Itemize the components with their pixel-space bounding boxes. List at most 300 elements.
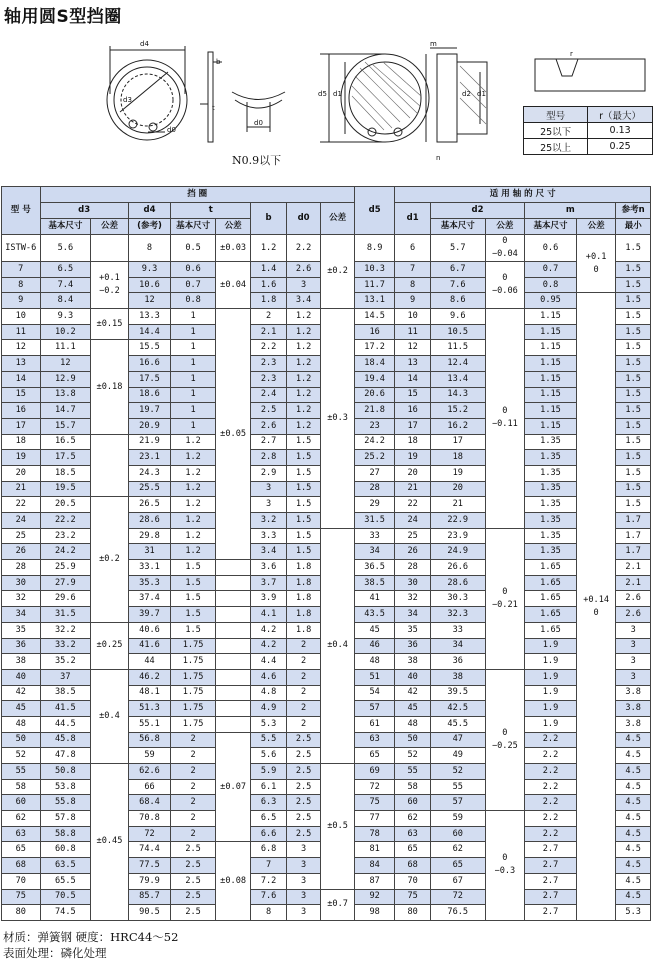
cell-d1: 28 [395, 560, 430, 576]
cell-d4: 24.3 [128, 465, 171, 481]
cell-d3: 12.9 [40, 371, 91, 387]
cell-t: 1.75 [171, 701, 216, 717]
cell-m: 2.7 [525, 905, 577, 921]
cell-d3: 38.5 [40, 685, 91, 701]
cell-d2: 16.2 [430, 418, 485, 434]
cell-refn: 3.8 [616, 716, 651, 732]
header-shaft: 适 用 轴 的 尺 寸 [395, 187, 651, 203]
cell-b: 2.3 [251, 371, 286, 387]
cell-d3-tol: ±0.25 [91, 622, 129, 669]
cell-d3: 50.8 [40, 764, 91, 780]
header-d3-tol: 公差 [91, 219, 129, 235]
cell-d2: 65 [430, 858, 485, 874]
cell-d4: 25.5 [128, 481, 171, 497]
cell-d1: 40 [395, 669, 430, 685]
cell-model: 36 [2, 638, 41, 654]
cell-m: 2.2 [525, 826, 577, 842]
cell-d2: 14.3 [430, 387, 485, 403]
cell-d0: 2.6 [286, 262, 320, 278]
cell-refn: 4.5 [616, 889, 651, 905]
cell-d5: 25.2 [354, 450, 395, 466]
cell-d1: 42 [395, 685, 430, 701]
cell-d2: 38 [430, 669, 485, 685]
cell-b: 2.2 [251, 340, 286, 356]
cell-d0: 1.5 [286, 434, 320, 450]
cell-d4: 17.5 [128, 371, 171, 387]
header-m-base: 基本尺寸 [525, 219, 577, 235]
cell-d2: 7.6 [430, 277, 485, 293]
cell-d5: 13.1 [354, 293, 395, 309]
cell-d1: 62 [395, 811, 430, 827]
cell-m: 0.6 [525, 235, 577, 262]
header-d1: d1 [395, 203, 430, 235]
cell-d2-tol: 0 −0.21 [485, 528, 525, 669]
cell-model: 25 [2, 528, 41, 544]
cell-refn: 1.5 [616, 371, 651, 387]
cell-d5: 51 [354, 669, 395, 685]
cell-d3: 45.8 [40, 732, 91, 748]
cell-d5: 34 [354, 544, 395, 560]
cell-b: 5.5 [251, 732, 286, 748]
cell-m: 0.95 [525, 293, 577, 309]
label-m: m [430, 40, 437, 48]
cell-t-tol: ±0.03 [215, 235, 250, 262]
cell-d4: 74.4 [128, 842, 171, 858]
cell-refn: 1.5 [616, 418, 651, 434]
cell-d0: 1.2 [286, 403, 320, 419]
cell-d0: 2.5 [286, 732, 320, 748]
cell-m: 1.15 [525, 371, 577, 387]
cell-b: 1.4 [251, 262, 286, 278]
cell-m: 1.15 [525, 356, 577, 372]
cell-model: 17 [2, 418, 41, 434]
label-t: t [212, 104, 215, 112]
cell-m: 1.35 [525, 528, 577, 544]
cell-b: 3.2 [251, 513, 286, 529]
cell-d2: 36 [430, 654, 485, 670]
cell-d1: 68 [395, 858, 430, 874]
cell-refn: 1.5 [616, 481, 651, 497]
cell-b: 4.1 [251, 607, 286, 623]
cell-d0: 1.5 [286, 513, 320, 529]
cell-t: 1.5 [171, 591, 216, 607]
cell-t: 0.7 [171, 277, 216, 293]
cell-d3-tol: ±0.15 [91, 309, 129, 340]
cell-m: 2.2 [525, 748, 577, 764]
cell-d1: 70 [395, 873, 430, 889]
cell-model: 11 [2, 324, 41, 340]
cell-d1: 19 [395, 450, 430, 466]
cell-m: 2.2 [525, 764, 577, 780]
cell-t: 1 [171, 340, 216, 356]
cell-m: 1.65 [525, 622, 577, 638]
cell-d2: 60 [430, 826, 485, 842]
cell-d1: 9 [395, 293, 430, 309]
cell-model: 62 [2, 811, 41, 827]
cell-d4: 90.5 [128, 905, 171, 921]
cell-b: 6.5 [251, 811, 286, 827]
label-d2: d2 [462, 90, 471, 98]
header-d4: d4 [128, 203, 171, 219]
cell-t: 0.5 [171, 235, 216, 262]
cell-m: 1.15 [525, 340, 577, 356]
cell-d0: 2.5 [286, 779, 320, 795]
cell-t: 1 [171, 371, 216, 387]
cell-m: 1.35 [525, 544, 577, 560]
cell-d2: 26.6 [430, 560, 485, 576]
cell-refn: 4.5 [616, 732, 651, 748]
cell-refn: 4.5 [616, 795, 651, 811]
header-m: m [525, 203, 616, 219]
cell-b: 1.8 [251, 293, 286, 309]
cell-d0: 1.2 [286, 340, 320, 356]
cell-d5: 48 [354, 654, 395, 670]
cell-m: 1.15 [525, 387, 577, 403]
cell-d3: 17.5 [40, 450, 91, 466]
cell-b: 2.6 [251, 418, 286, 434]
cell-model: 14 [2, 371, 41, 387]
cell-model: 19 [2, 450, 41, 466]
cell-d5: 61 [354, 716, 395, 732]
cell-t-tol [215, 716, 250, 732]
cell-d3: 32.2 [40, 622, 91, 638]
cell-d0: 2 [286, 654, 320, 670]
cell-m: 2.7 [525, 858, 577, 874]
cell-d4: 59 [128, 748, 171, 764]
cell-d5: 27 [354, 465, 395, 481]
cell-model: 13 [2, 356, 41, 372]
cell-t-tol [215, 701, 250, 717]
cell-d4: 51.3 [128, 701, 171, 717]
cell-d3: 15.7 [40, 418, 91, 434]
cell-d3: 70.5 [40, 889, 91, 905]
cell-d0: 2.5 [286, 748, 320, 764]
cell-d4: 15.5 [128, 340, 171, 356]
cell-t: 1 [171, 418, 216, 434]
cell-model: 9 [2, 293, 41, 309]
cell-t: 1.5 [171, 622, 216, 638]
cell-d5: 17.2 [354, 340, 395, 356]
cell-m: 1.15 [525, 324, 577, 340]
cell-b: 2.1 [251, 324, 286, 340]
cell-model: 55 [2, 764, 41, 780]
cell-d1: 30 [395, 575, 430, 591]
cell-d4: 10.6 [128, 277, 171, 293]
cell-d0: 1.5 [286, 481, 320, 497]
cell-model: 34 [2, 607, 41, 623]
cell-d2: 57 [430, 795, 485, 811]
cell-d0: 1.5 [286, 450, 320, 466]
cell-model: 42 [2, 685, 41, 701]
cell-d5: 21.8 [354, 403, 395, 419]
cell-d0: 3 [286, 858, 320, 874]
cell-b: 5.6 [251, 748, 286, 764]
cell-d3: 24.2 [40, 544, 91, 560]
cell-t-tol [215, 622, 250, 638]
cell-d5: 24.2 [354, 434, 395, 450]
cell-d3: 14.7 [40, 403, 91, 419]
cell-t-tol [215, 560, 250, 576]
cell-refn: 1.5 [616, 293, 651, 309]
cell-d3: 6.5 [40, 262, 91, 278]
header-d3-base: 基本尺寸 [40, 219, 91, 235]
cell-refn: 2.1 [616, 560, 651, 576]
cell-refn: 3 [616, 638, 651, 654]
cell-d5: 65 [354, 748, 395, 764]
cell-d2-tol: 0 −0.25 [485, 669, 525, 810]
cell-model: 52 [2, 748, 41, 764]
cell-d5: 84 [354, 858, 395, 874]
page-title: 轴用圆S型挡圈 [4, 7, 122, 27]
cell-d3: 74.5 [40, 905, 91, 921]
header-t-base: 基本尺寸 [171, 219, 216, 235]
cell-b: 1.6 [251, 277, 286, 293]
cell-d3-tol: ±0.18 [91, 340, 129, 434]
header-d2-tol: 公差 [485, 219, 525, 235]
cell-b: 3.6 [251, 560, 286, 576]
cell-d5: 63 [354, 732, 395, 748]
r-table-header-r: r（最大） [588, 107, 653, 123]
cell-refn: 1.5 [616, 340, 651, 356]
cell-d1: 24 [395, 513, 430, 529]
cell-d1: 15 [395, 387, 430, 403]
cell-refn: 4.5 [616, 873, 651, 889]
cell-m: 2.7 [525, 889, 577, 905]
cell-model: 48 [2, 716, 41, 732]
cell-d0: 3 [286, 873, 320, 889]
header-d2: d2 [430, 203, 524, 219]
r-table-header-model: 型号 [524, 107, 588, 123]
cell-t: 1.5 [171, 607, 216, 623]
cell-b: 2.5 [251, 403, 286, 419]
cell-d0: 3.4 [286, 293, 320, 309]
cell-d4: 26.5 [128, 497, 171, 513]
cell-d3: 35.2 [40, 654, 91, 670]
cell-d1: 8 [395, 277, 430, 293]
cell-d4: 55.1 [128, 716, 171, 732]
cell-d3: 58.8 [40, 826, 91, 842]
cell-model: 80 [2, 905, 41, 921]
cell-refn: 4.5 [616, 764, 651, 780]
cell-d0: 2.2 [286, 235, 320, 262]
cell-t: 1.75 [171, 716, 216, 732]
cell-t-tol [215, 669, 250, 685]
cell-m: 1.9 [525, 638, 577, 654]
cell-d3: 55.8 [40, 795, 91, 811]
cell-d3: 10.2 [40, 324, 91, 340]
cell-b: 6.6 [251, 826, 286, 842]
cell-refn: 4.5 [616, 858, 651, 874]
cell-model: 7 [2, 262, 41, 278]
cell-refn: 1.5 [616, 356, 651, 372]
cell-d2-tol: 0 −0.11 [485, 309, 525, 529]
cell-m: 2.2 [525, 779, 577, 795]
cell-b: 3 [251, 481, 286, 497]
cell-model: 8 [2, 277, 41, 293]
cell-b: 4.4 [251, 654, 286, 670]
cell-d3: 60.8 [40, 842, 91, 858]
cell-d2: 21 [430, 497, 485, 513]
cell-m: 1.65 [525, 560, 577, 576]
cell-d4: 35.3 [128, 575, 171, 591]
cell-b: 8 [251, 905, 286, 921]
cell-d3: 18.5 [40, 465, 91, 481]
cell-m: 1.9 [525, 701, 577, 717]
cell-b: 5.3 [251, 716, 286, 732]
cell-d3: 19.5 [40, 481, 91, 497]
cell-d4: 46.2 [128, 669, 171, 685]
cell-d2: 24.9 [430, 544, 485, 560]
cell-d2: 22.9 [430, 513, 485, 529]
cell-d4: 16.6 [128, 356, 171, 372]
cell-m: 1.35 [525, 513, 577, 529]
cell-d1: 63 [395, 826, 430, 842]
cell-d4: 79.9 [128, 873, 171, 889]
cell-d3: 41.5 [40, 701, 91, 717]
cell-t-tol [215, 575, 250, 591]
cell-m: 1.65 [525, 591, 577, 607]
cell-t: 1.2 [171, 544, 216, 560]
cell-model: 63 [2, 826, 41, 842]
cell-t: 1.2 [171, 481, 216, 497]
cell-t: 2 [171, 811, 216, 827]
cell-b: 4.6 [251, 669, 286, 685]
cell-d1: 65 [395, 842, 430, 858]
cell-d1: 60 [395, 795, 430, 811]
cell-refn: 4.5 [616, 811, 651, 827]
header-model: 型 号 [2, 187, 41, 235]
cell-model: 58 [2, 779, 41, 795]
cell-d0: 1.5 [286, 544, 320, 560]
cell-d3: 31.5 [40, 607, 91, 623]
cell-model: 60 [2, 795, 41, 811]
cell-m: 1.9 [525, 685, 577, 701]
cell-m: 1.35 [525, 434, 577, 450]
cell-refn: 2.1 [616, 575, 651, 591]
label-n: n [436, 154, 441, 162]
cell-d0-tol: ±0.3 [321, 309, 355, 529]
cell-d5: 72 [354, 779, 395, 795]
cell-d5: 45 [354, 622, 395, 638]
cell-model: 10 [2, 309, 41, 325]
cell-d3: 27.9 [40, 575, 91, 591]
label-d0-detail: d0 [254, 119, 263, 127]
cell-model: 18 [2, 434, 41, 450]
cell-refn: 4.5 [616, 779, 651, 795]
spec-table [1, 186, 651, 921]
cell-d5: 16 [354, 324, 395, 340]
cell-d0: 2 [286, 716, 320, 732]
cell-d5: 31.5 [354, 513, 395, 529]
cell-model: 40 [2, 669, 41, 685]
cell-d5: 14.5 [354, 309, 395, 325]
cell-d1: 20 [395, 465, 430, 481]
cell-t: 1.2 [171, 513, 216, 529]
cell-d2: 11.5 [430, 340, 485, 356]
cell-d1: 80 [395, 905, 430, 921]
cell-m: 2.7 [525, 873, 577, 889]
cell-b: 2.7 [251, 434, 286, 450]
cell-d2: 17 [430, 434, 485, 450]
cell-refn: 1.5 [616, 324, 651, 340]
cell-d5: 98 [354, 905, 395, 921]
cell-d4: 72 [128, 826, 171, 842]
cell-d1: 10 [395, 309, 430, 325]
cell-d4: 23.1 [128, 450, 171, 466]
cell-t-tol [215, 638, 250, 654]
cell-d2: 18 [430, 450, 485, 466]
cell-d0: 2.5 [286, 764, 320, 780]
cell-d3-tol: ±0.4 [91, 669, 129, 763]
cell-d4: 29.8 [128, 528, 171, 544]
cell-b: 7.6 [251, 889, 286, 905]
cell-model: 45 [2, 701, 41, 717]
cell-d2: 33 [430, 622, 485, 638]
cell-b: 6.3 [251, 795, 286, 811]
cell-d3: 11.1 [40, 340, 91, 356]
cell-d4: 9.3 [128, 262, 171, 278]
cell-d0: 2.5 [286, 811, 320, 827]
cell-d3: 37 [40, 669, 91, 685]
cell-refn: 1.5 [616, 434, 651, 450]
label-d1: d1 [333, 90, 342, 98]
label-b: b [216, 58, 221, 66]
cell-d4: 77.5 [128, 858, 171, 874]
cell-d1: 38 [395, 654, 430, 670]
cell-d2: 13.4 [430, 371, 485, 387]
cell-refn: 4.5 [616, 826, 651, 842]
cell-t: 2.5 [171, 905, 216, 921]
cell-b: 3 [251, 497, 286, 513]
cell-t: 1.2 [171, 434, 216, 450]
cell-d0-tol: ±0.4 [321, 528, 355, 763]
header-d0: d0 [286, 203, 320, 235]
cell-d0: 1.5 [286, 465, 320, 481]
cell-model: 35 [2, 622, 41, 638]
cell-d2: 45.5 [430, 716, 485, 732]
cell-refn: 3.8 [616, 685, 651, 701]
cell-model: 75 [2, 889, 41, 905]
header-t-tol: 公差 [215, 219, 250, 235]
header-d4-ref: (参考) [128, 219, 171, 235]
cell-b: 2.3 [251, 356, 286, 372]
cell-d5: 10.3 [354, 262, 395, 278]
cell-d0: 1.2 [286, 387, 320, 403]
cell-d5: 8.9 [354, 235, 395, 262]
cell-d2: 20 [430, 481, 485, 497]
cell-refn: 1.5 [616, 387, 651, 403]
cell-d2: 39.5 [430, 685, 485, 701]
cell-model: 65 [2, 842, 41, 858]
cell-t: 1.75 [171, 669, 216, 685]
cell-d5: 36.5 [354, 560, 395, 576]
cell-refn: 4.5 [616, 842, 651, 858]
cell-m: 1.35 [525, 465, 577, 481]
cell-d4: 19.7 [128, 403, 171, 419]
cell-d1: 17 [395, 418, 430, 434]
cell-t: 1 [171, 387, 216, 403]
header-t: t [171, 203, 251, 219]
cell-m: 2.2 [525, 811, 577, 827]
cell-m: 1.9 [525, 669, 577, 685]
cell-m: 0.8 [525, 277, 577, 293]
cell-d4: 44 [128, 654, 171, 670]
cell-d1: 75 [395, 889, 430, 905]
cell-d2: 23.9 [430, 528, 485, 544]
cell-d4: 68.4 [128, 795, 171, 811]
cell-d5: 54 [354, 685, 395, 701]
cell-d2: 28.6 [430, 575, 485, 591]
